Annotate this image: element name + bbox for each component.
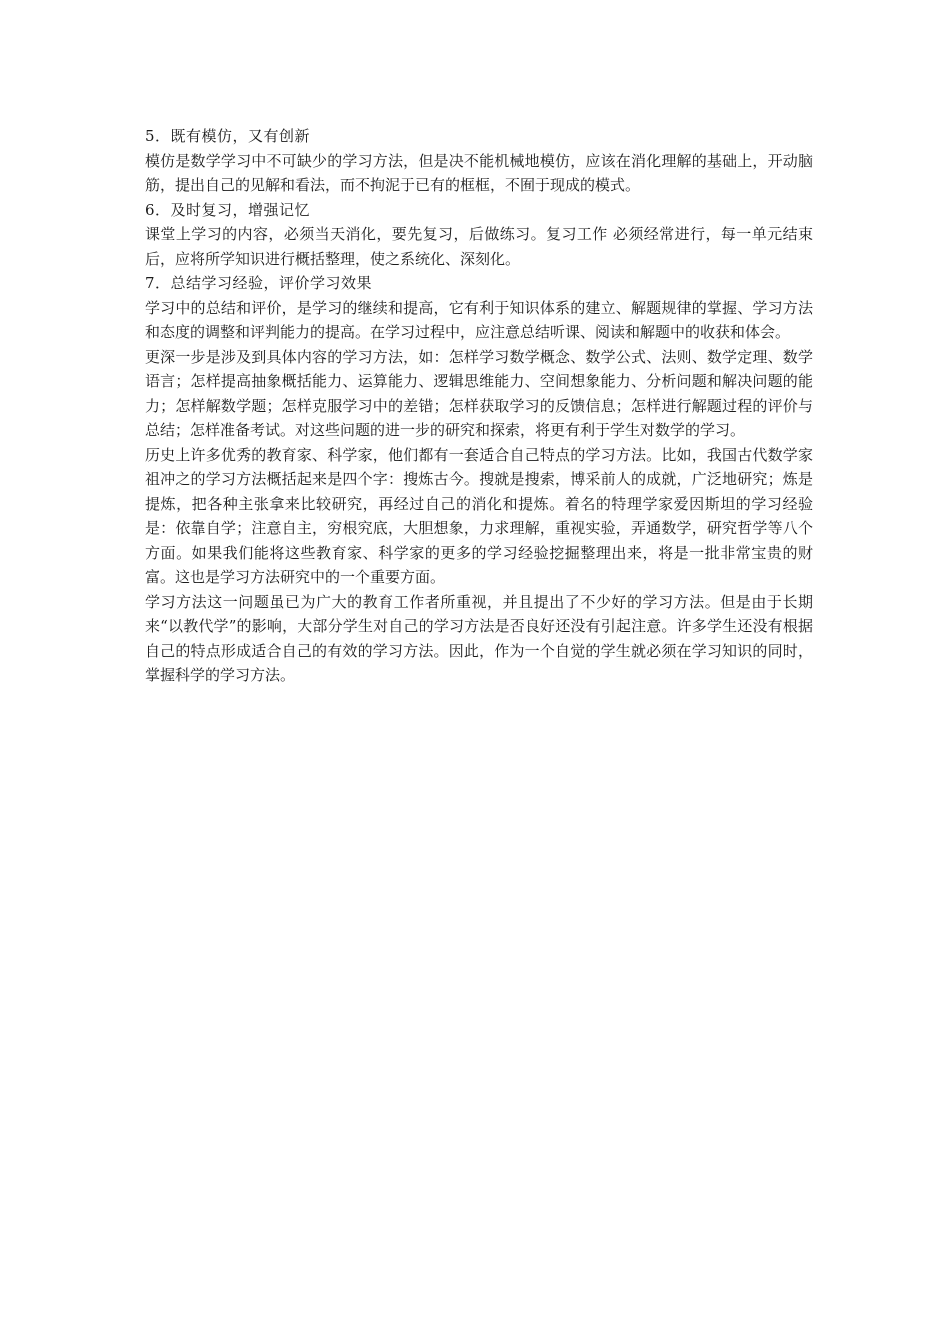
section-heading-5: 5．既有模仿，又有创新 (145, 127, 311, 145)
section-heading-7: 7．总结学习经验，评价学习效果 (145, 274, 373, 292)
document-body (145, 124, 813, 688)
paragraph-specific-methods: 更深一步是涉及到具体内容的学习方法，如：怎样学习数学概念、数学公式、法则、数学定理、数学语言；怎样提高抽象概括能力、运算能力、逻辑思维能力、空间想象能力、分析问题和解决问题的能力；怎样解数学题；怎样克服学习中的差错；怎样获取学习的反馈信息；怎样进行解题过程的评价与总结；怎样准备考试。对这些问题的进一步的研究和探索，将更有利于学生对数学的学习。 (145, 347, 813, 439)
paragraph-conclusion: 学习方法这一问题虽已为广大的教育工作者所重视，并且提出了不少好的学习方法。但是由于长期来“以教代学”的影响，大部分学生对自己的学习方法是否良好还没有引起注意。许多学生还没有根据自己的特点形成适合自己的有效的学习方法。因此，作为一个自觉的学生就必须在学习知识的同时，掌握科学的学习方法。 (145, 592, 813, 684)
paragraph-imitation: 模仿是数学学习中不可缺少的学习方法，但是决不能机械地模仿，应该在消化理解的基础上，开动脑筋，提出自己的见解和看法，而不拘泥于已有的框框，不囿于现成的模式。 (145, 151, 813, 194)
section-heading-6: 6．及时复习，增强记忆 (145, 200, 311, 219)
paragraph-history: 历史上许多优秀的教育家、科学家，他们都有一套适合自己特点的学习方法。比如，我国古代数学家祖冲之的学习方法概括起来是四个字：搜炼古今。搜就是搜索，博采前人的成就，广泛地研究；炼是提炼，把各种主张拿来比较研究，再经过自己的消化和提炼。着名的特理学家爱因斯坦的学习经验是：依靠自学；注意自主，穷根究底，大胆想象，力求理解，重视实验，弄通数学，研究哲学等八个方面。如果我们能将这些教育家、科学家的更多的学习经验挖掘整理出来，将是一批非常宝贵的财富。这也是学习方法研究中的一个重要方面。 (145, 445, 813, 586)
paragraph-summary: 学习中的总结和评价，是学习的继续和提高，它有利于知识体系的建立、解题规律的掌握、学习方法和态度的调整和评判能力的提高。在学习过程中，应注意总结听课、阅读和解题中的收获和体会。 (145, 298, 813, 341)
paragraph-review: 课堂上学习的内容，必须当天消化，要先复习，后做练习。复习工作 必须经常进行，每一单元结束后，应将所学知识进行概括整理，使之系统化、深刻化。 (145, 225, 813, 268)
